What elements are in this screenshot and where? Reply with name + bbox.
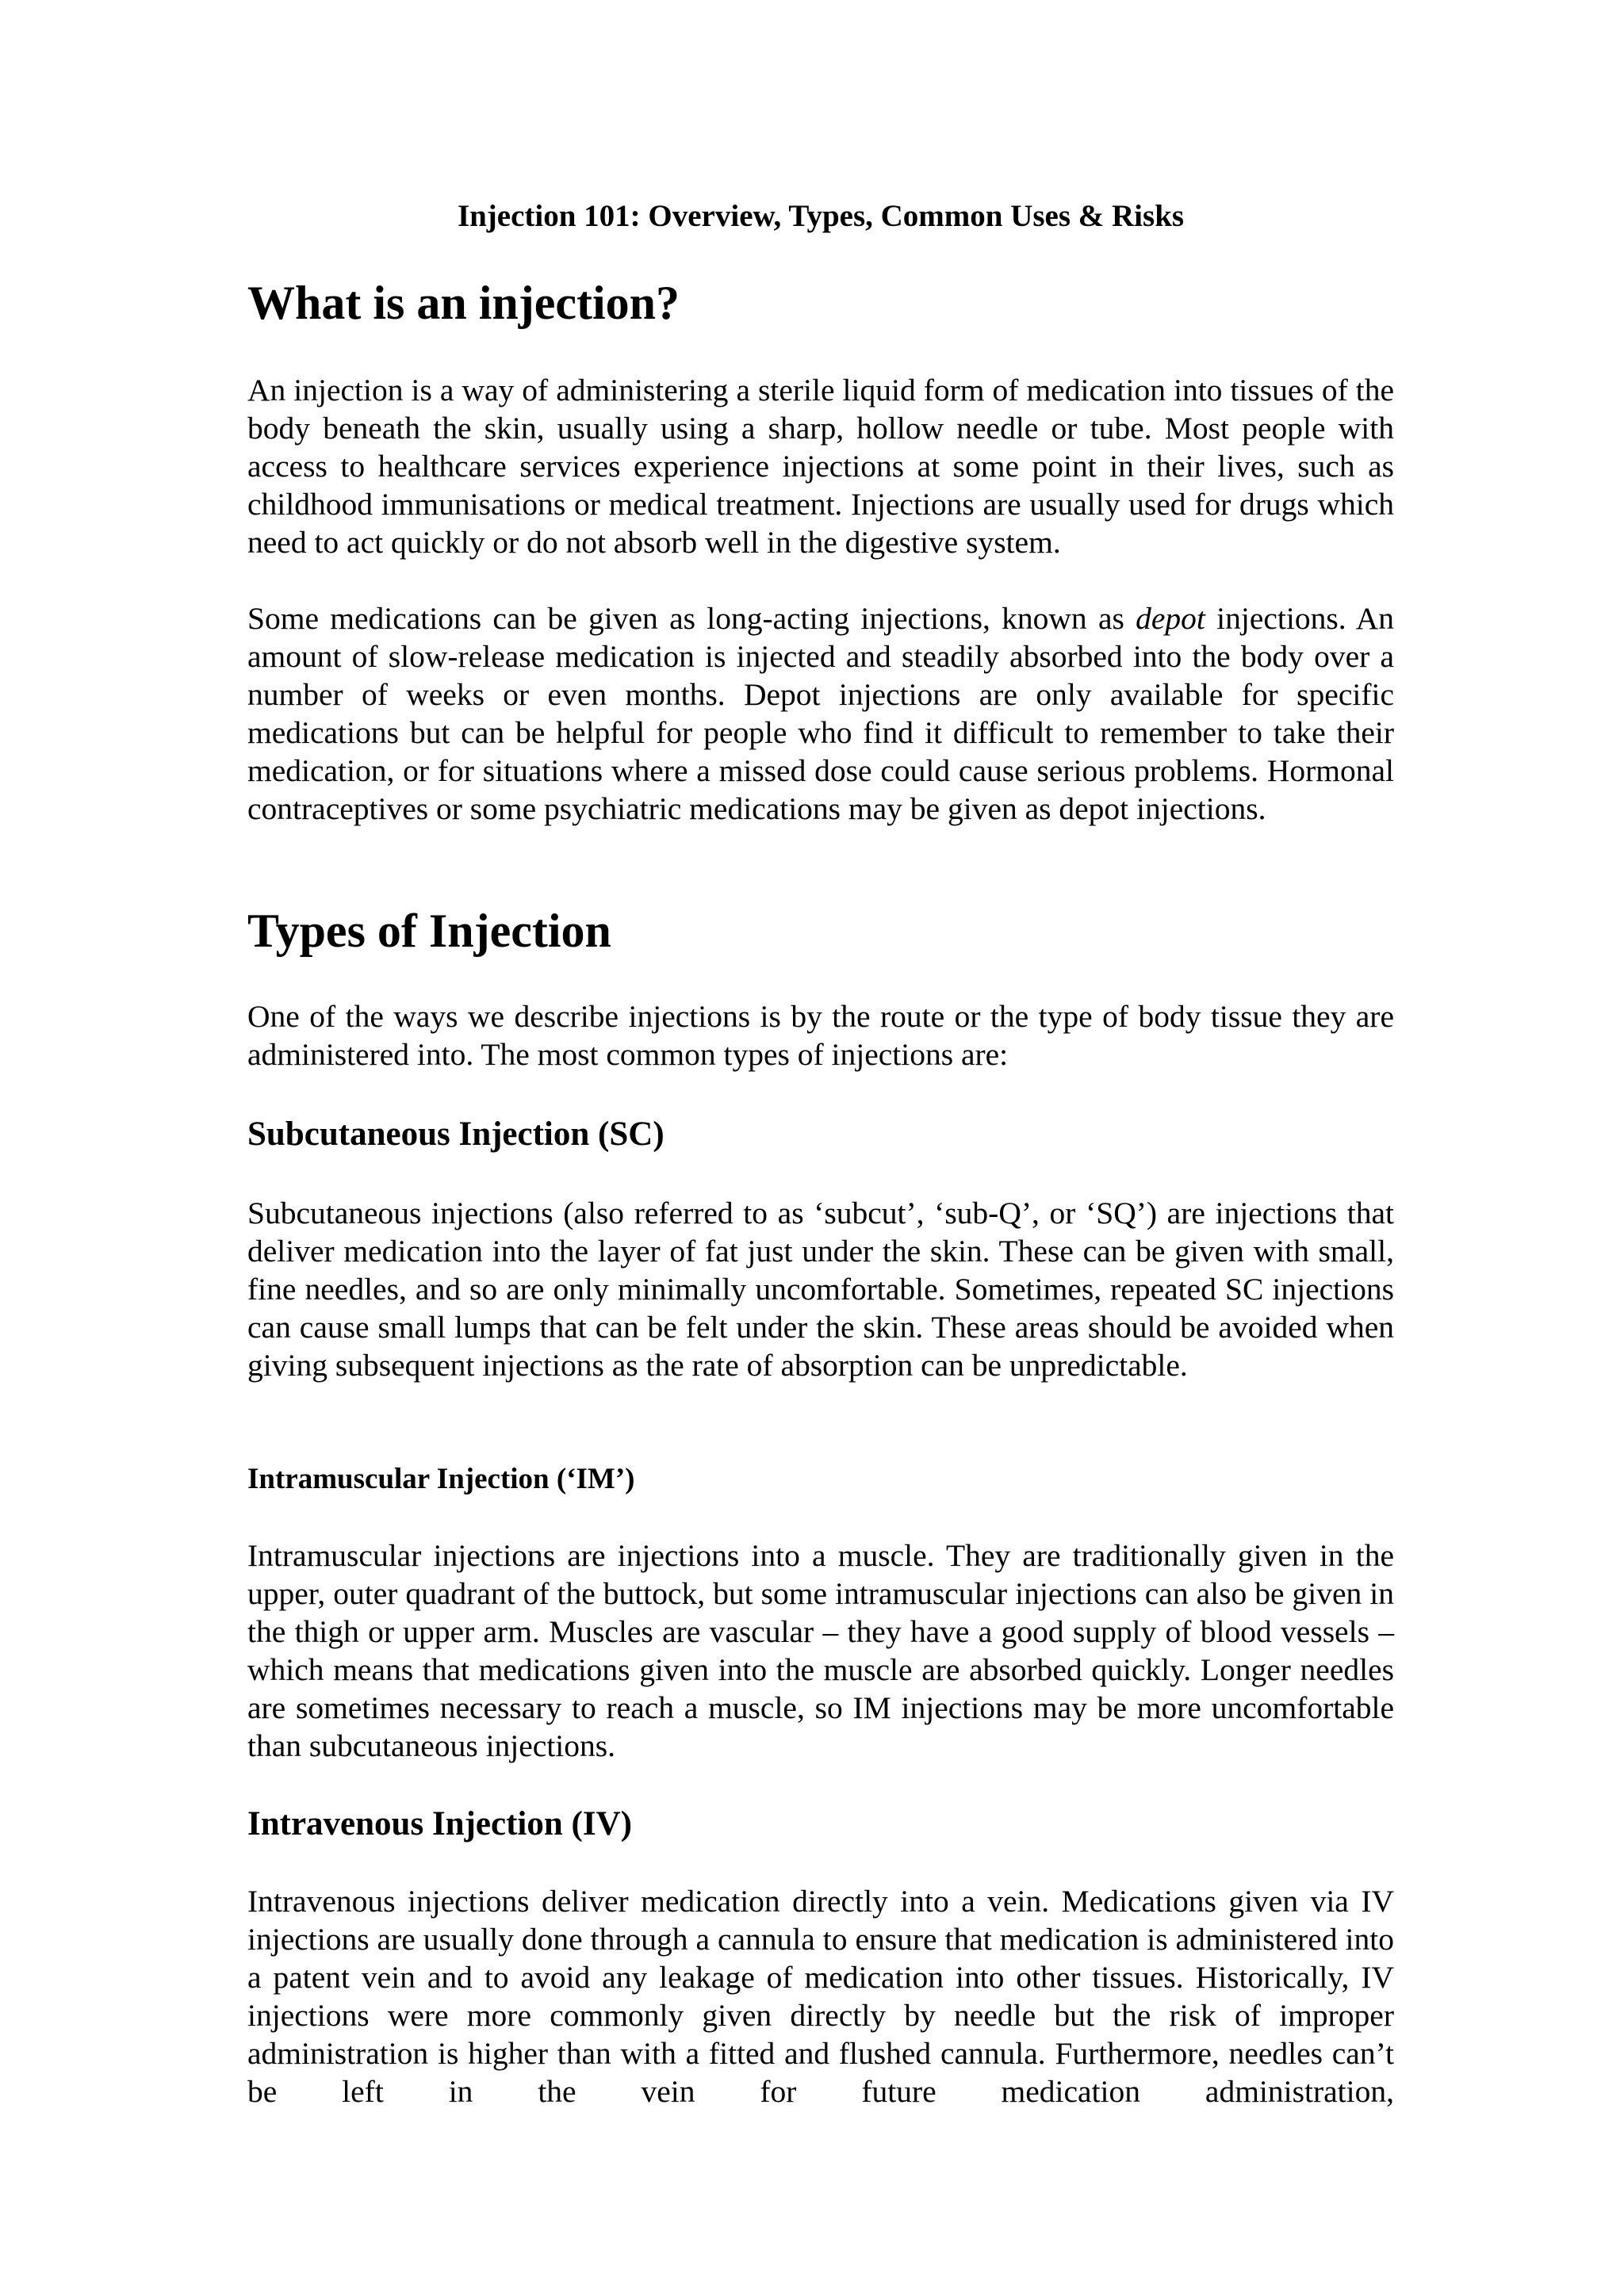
paragraph-depot-injections [247,599,1394,828]
heading-subcutaneous-injection: Subcutaneous Injection (SC) [247,1115,665,1153]
document-title: Injection 101: Overview, Types, Common Uses & Risks [457,199,1185,233]
paragraph-types-intro: One of the ways we describe injections is by the route or the type of body tissue they are administered into. The most common types of injections are: [247,999,1394,1072]
heading-types-of-injection: Types of Injection [247,905,611,957]
paragraph-intramuscular: Intramuscular injections are injections into a muscle. They are traditionally given in the upper, outer quadrant of the buttock, but some intramuscular injections can also be given in the thigh or upper arm. Muscles are vascular – they have a good supply of blood vessels – which means that medications given into the muscle are absorbed quickly. Longer needles are sometimes necessary to reach a muscle, so IM injections may be more uncomfortable than subcutaneous injections. [247,1538,1394,1763]
heading-intramuscular-injection: Intramuscular Injection (‘IM’) [247,1463,635,1495]
paragraph-depot-text-end: injections. An amount of slow-release medication is injected and steadily absorbed into the body over a number of weeks or even months. Depot injections are only available for specific medications but can be helpful for people who find it difficult to remember to take their medication, or for situations where a missed dose could cause serious problems. Hormonal contraceptives or some psychiatric medications may be given as depot injections. [247,601,1394,826]
paragraph-injection-definition: An injection is a way of administering a sterile liquid form of medication into tissues of the body beneath the skin, usually using a sharp, hollow needle or tube. Most people with access to healthcare services experience injections at some point in their lives, such as childhood immunisations or medical treatment. Injections are usually used for drugs which need to act quickly or do not absorb well in the digestive system. [247,373,1394,560]
paragraph-subcutaneous: Subcutaneous injections (also referred to as ‘subcut’, ‘sub-Q’, or ‘SQ’) are injections that deliver medication into the layer of fat just under the skin. These can be given with small, fine needles, and so are only minimally uncomfortable. Sometimes, repeated SC injections can cause small lumps that can be felt under the skin. These areas should be avoided when giving subsequent injections as the rate of absorption can be unpredictable. [247,1196,1394,1383]
depot-emphasis: depot [1136,601,1205,636]
heading-intravenous-injection: Intravenous Injection (IV) [247,1805,632,1843]
paragraph-intravenous: Intravenous injections deliver medication directly into a vein. Medications given via IV injections are usually done through a cannula to ensure that medication is administered into a patent vein and to avoid any leakage of medication into other tissues. Historically, IV injections were more commonly given directly by needle but the risk of improper administration is higher than with a fitted and flushed cannula. Furthermore, needles can’t be left in the vein for future medication administration, [247,1884,1394,2109]
heading-what-is-an-injection: What is an injection? [247,277,680,329]
paragraph-depot-text-start: Some medications can be given as long-acting injections, known as [247,601,1136,636]
